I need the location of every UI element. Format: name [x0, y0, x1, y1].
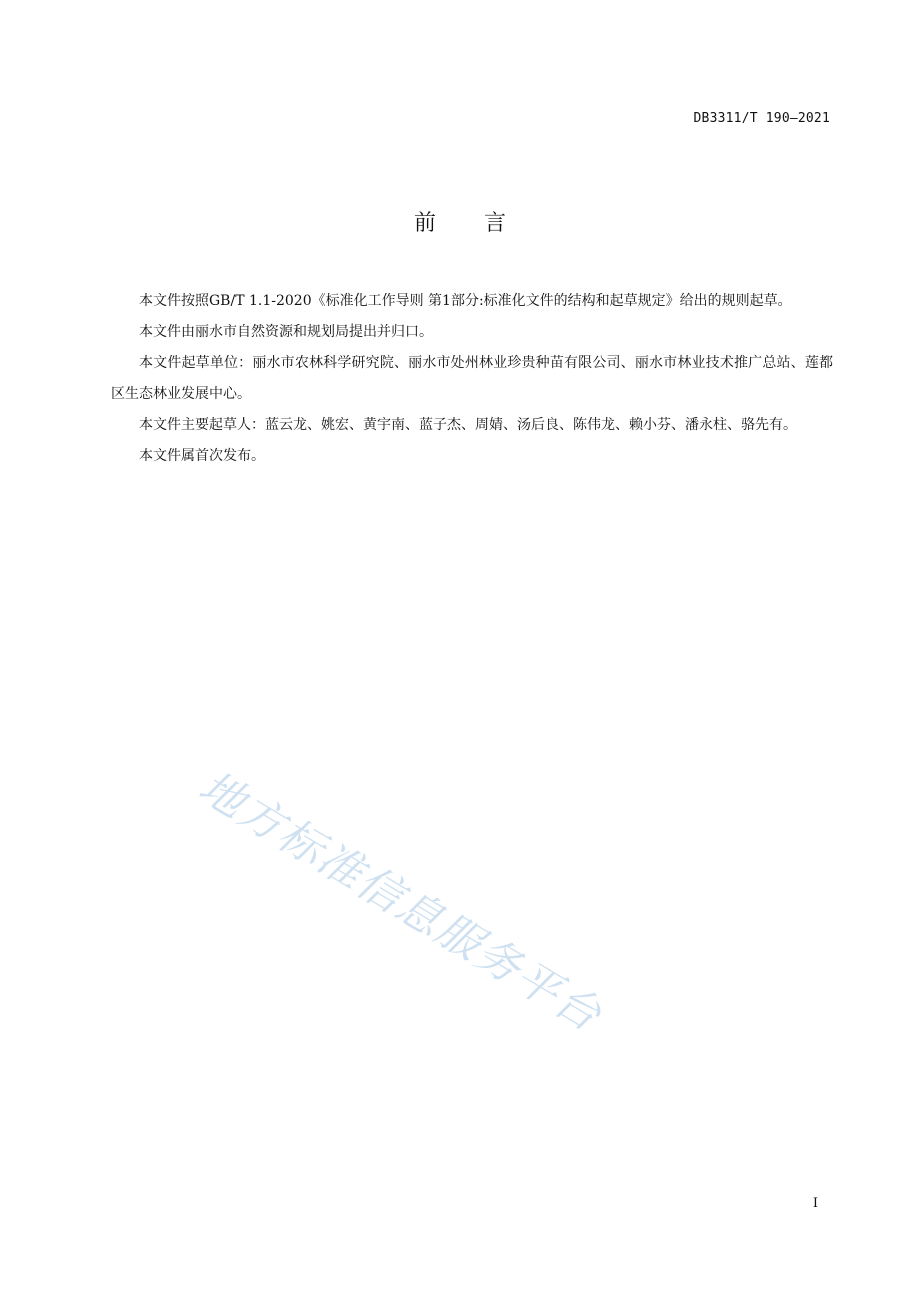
paragraph-first-release: 本文件属首次发布。 [139, 448, 265, 464]
page-title: 前言 [413, 211, 554, 236]
paragraph-drafters: 本文件主要起草人：蓝云龙、姚宏、黄宇南、蓝子杰、周婧、汤后良、陈伟龙、赖小芬、潘永柱、骆先有。 [139, 417, 797, 433]
paragraph-proposer: 本文件由丽水市自然资源和规划局提出并归口。 [139, 324, 433, 340]
document-code: DB3311/T 190—2021 [693, 111, 830, 126]
page-number: I [812, 1196, 818, 1211]
paragraph-drafting-units: 本文件起草单位：丽水市农林科学研究院、丽水市处州林业珍贵种苗有限公司、丽水市林业技术推广总站、莲都区生态林业发展中心。 [111, 355, 833, 402]
foreword-body [111, 286, 833, 472]
paragraph-drafting-rules: 本文件按照GB/T 1.1-2020《标准化工作导则 第1部分:标准化文件的结构和起草规定》给出的规则起草。 [139, 293, 792, 309]
watermark-text: 地方标准信息服务平台 [190, 761, 611, 1043]
